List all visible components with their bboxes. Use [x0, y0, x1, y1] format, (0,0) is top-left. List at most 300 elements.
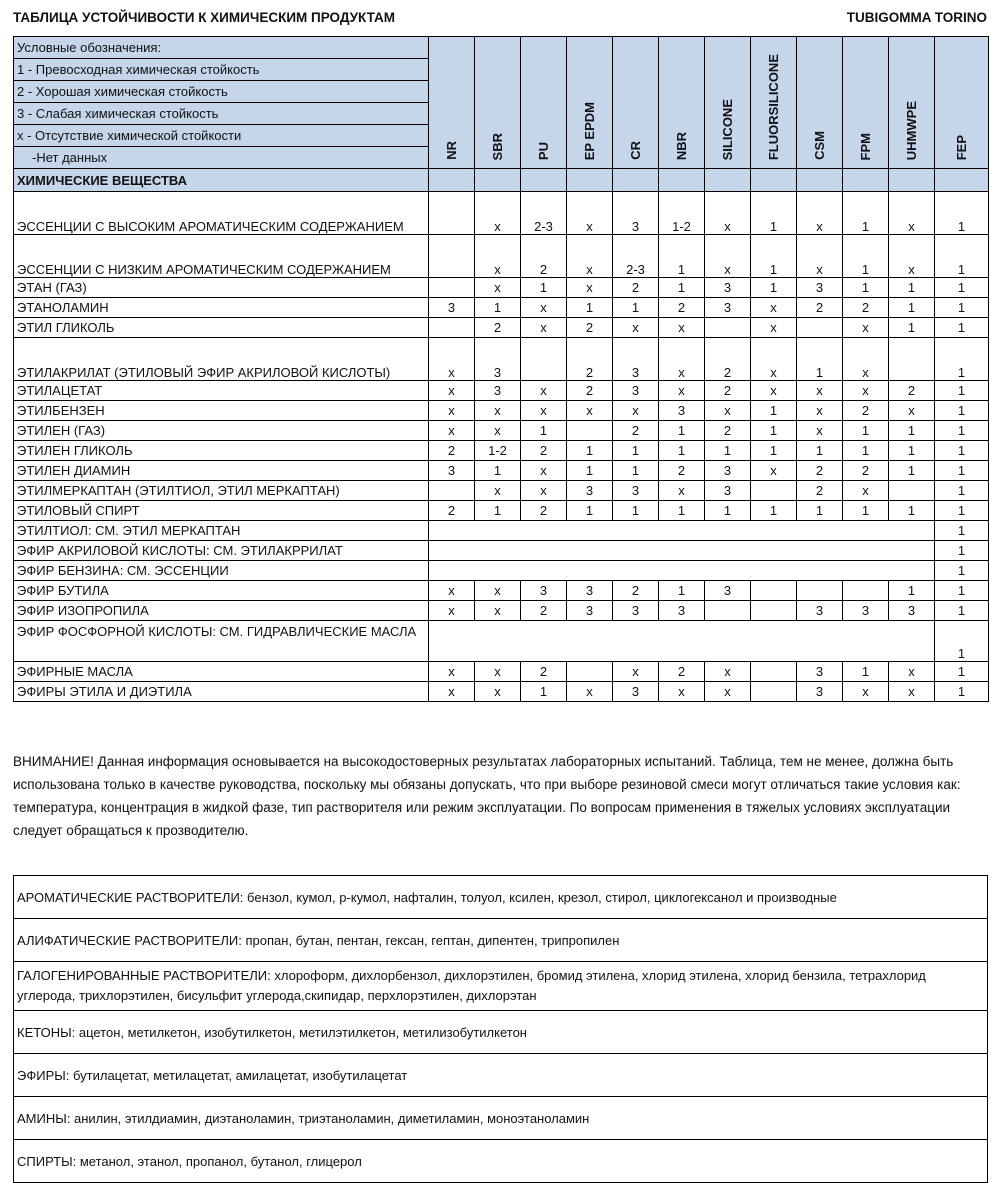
rating-cell: x: [797, 421, 843, 441]
rating-cell: [751, 682, 797, 702]
rating-cell: x: [843, 338, 889, 381]
rating-cell: x: [659, 481, 705, 501]
section-cell: [889, 169, 935, 192]
material-label: PU: [536, 141, 551, 160]
legend-line: 2 - Хорошая химическая стойкость: [14, 81, 429, 103]
rating-cell: 2: [475, 318, 521, 338]
rating-cell: 2-3: [521, 192, 567, 235]
rating-cell: 1: [521, 421, 567, 441]
rating-cell: 1: [751, 235, 797, 278]
material-label: SILICONE: [720, 98, 735, 160]
rating-cell: x: [521, 298, 567, 318]
rating-cell: 1: [843, 235, 889, 278]
rating-cell: x: [797, 235, 843, 278]
rating-cell: 1: [889, 421, 935, 441]
table-row: [14, 441, 989, 461]
rating-cell: 2: [613, 581, 659, 601]
rating-cell: 3: [705, 581, 751, 601]
material-label: SBR: [490, 132, 505, 160]
chemical-name: ЭТИЛОВЫЙ СПИРТ: [14, 501, 429, 521]
rating-cell: x: [797, 192, 843, 235]
section-cell: [843, 169, 889, 192]
material-label: FPM: [858, 132, 873, 160]
rating-cell: x: [429, 601, 475, 621]
legend-line: 3 - Слабая химическая стойкость: [14, 103, 429, 125]
rating-cell: 3: [705, 481, 751, 501]
solvent-group-row: [14, 919, 988, 962]
rating-cell: 1: [935, 381, 989, 401]
rating-cell: 1: [935, 501, 989, 521]
material-header: [429, 37, 475, 169]
rating-cell: [429, 318, 475, 338]
solvent-group-text: ацетон, метилкетон, изобутилкетон, метилэтилкетон, метилизобутилкетон: [75, 1024, 527, 1040]
rating-cell: 3: [613, 338, 659, 381]
rating-cell: 1-2: [475, 441, 521, 461]
rating-cell: 1: [889, 441, 935, 461]
section-cell: [935, 169, 989, 192]
rating-cell: 3: [613, 192, 659, 235]
merged-empty-cell: [429, 541, 935, 561]
rating-cell: 3: [659, 401, 705, 421]
solvent-group-text: метанол, этанол, пропанол, бутанол, глицерол: [76, 1153, 362, 1169]
table-row: [14, 318, 989, 338]
material-label: UHMWPE: [904, 100, 919, 160]
rating-cell: 2: [567, 381, 613, 401]
rating-cell: 2: [843, 401, 889, 421]
rating-cell: x: [797, 401, 843, 421]
table-row: [14, 401, 989, 421]
chemical-name: ЭССЕНЦИИ С НИЗКИМ АРОМАТИЧЕСКИМ СОДЕРЖАНИЕМ: [14, 235, 429, 278]
rating-cell: 1: [935, 192, 989, 235]
rating-cell: x: [429, 421, 475, 441]
rating-cell: 1: [935, 682, 989, 702]
rating-cell: 2: [521, 662, 567, 682]
merged-empty-cell: [429, 621, 935, 662]
rating-cell: 1: [889, 318, 935, 338]
rating-cell: 1: [843, 421, 889, 441]
table-row: [14, 662, 989, 682]
rating-cell: x: [613, 318, 659, 338]
rating-cell: x: [567, 278, 613, 298]
solvent-group-label: СПИРТЫ:: [17, 1153, 77, 1169]
chemical-name: ЭФИРНЫЕ МАСЛА: [14, 662, 429, 682]
chemical-name: ЭТАНОЛАМИН: [14, 298, 429, 318]
rating-cell: 1: [521, 278, 567, 298]
rating-cell: 1: [889, 298, 935, 318]
rating-cell: x: [843, 481, 889, 501]
rating-cell: 1: [567, 501, 613, 521]
material-header: [751, 37, 797, 169]
rating-cell: [567, 662, 613, 682]
rating-cell: 3: [659, 601, 705, 621]
table-row: [14, 421, 989, 441]
rating-cell: 1: [935, 662, 989, 682]
rating-cell: x: [521, 401, 567, 421]
rating-cell: 3: [889, 601, 935, 621]
rating-cell: 1: [935, 421, 989, 441]
material-header: [797, 37, 843, 169]
legend-line: -Нет данных: [14, 147, 429, 169]
rating-cell: 1: [751, 401, 797, 421]
rating-cell: 3: [797, 601, 843, 621]
section-cell: [613, 169, 659, 192]
rating-cell: 1: [751, 501, 797, 521]
rating-cell: [521, 338, 567, 381]
chemical-name: ЭТИЛЕН ГЛИКОЛЬ: [14, 441, 429, 461]
solvent-group-text: анилин, этилдиамин, диэтаноламин, триэтаноламин, диметиламин, моноэтаноламин: [70, 1110, 590, 1126]
rating-cell: 1: [659, 501, 705, 521]
section-cell: [475, 169, 521, 192]
material-label: FLUORSILICONE: [766, 53, 781, 160]
rating-cell: 3: [475, 338, 521, 381]
rating-cell: x: [475, 662, 521, 682]
rating-cell: [705, 318, 751, 338]
rating-cell: 2: [659, 298, 705, 318]
material-header: [521, 37, 567, 169]
solvent-group-label: ЭФИРЫ:: [17, 1067, 70, 1083]
solvent-group-label: АРОМАТИЧЕСКИЕ РАСТВОРИТЕЛИ:: [17, 889, 244, 905]
rating-cell: 3: [613, 481, 659, 501]
rating-cell: 1: [475, 501, 521, 521]
rating-cell: 1: [567, 441, 613, 461]
chemical-name: ЭТИЛМЕРКАПТАН (ЭТИЛТИОЛ, ЭТИЛ МЕРКАПТАН): [14, 481, 429, 501]
rating-cell: 2: [613, 278, 659, 298]
chemical-name: ЭТИЛ ГЛИКОЛЬ: [14, 318, 429, 338]
rating-cell: x: [889, 235, 935, 278]
rating-cell: 1: [889, 501, 935, 521]
page-header: [13, 8, 987, 28]
table-row: [14, 561, 989, 581]
rating-cell: 1: [567, 298, 613, 318]
material-label: NR: [444, 141, 459, 160]
table-row: [14, 461, 989, 481]
rating-cell: [751, 581, 797, 601]
rating-cell: 1: [521, 682, 567, 702]
rating-cell: 2: [521, 501, 567, 521]
rating-cell: x: [429, 381, 475, 401]
rating-cell: x: [567, 401, 613, 421]
rating-cell: 3: [705, 461, 751, 481]
rating-cell: 2: [521, 441, 567, 461]
rating-cell: [751, 601, 797, 621]
chemical-name: ЭТИЛЕН ДИАМИН: [14, 461, 429, 481]
rating-cell: x: [843, 381, 889, 401]
rating-cell: x: [843, 318, 889, 338]
rating-cell: x: [659, 682, 705, 702]
solvent-group-row: [14, 1011, 988, 1054]
solvent-group-cell: [14, 876, 988, 919]
rating-cell: 2-3: [613, 235, 659, 278]
rating-cell: 2: [843, 298, 889, 318]
rating-cell: x: [613, 662, 659, 682]
material-label: EP EPDM: [582, 101, 597, 160]
rating-cell: [889, 338, 935, 381]
rating-cell: 1: [843, 278, 889, 298]
rating-cell: 1: [659, 581, 705, 601]
rating-cell: [429, 235, 475, 278]
material-header: [567, 37, 613, 169]
solvent-group-row: [14, 1140, 988, 1183]
table-row: [14, 601, 989, 621]
material-label: FEP: [954, 134, 969, 160]
rating-cell: x: [613, 401, 659, 421]
rating-cell: 1: [935, 278, 989, 298]
rating-cell: x: [843, 682, 889, 702]
rating-cell: x: [751, 461, 797, 481]
section-title: ХИМИЧЕСКИЕ ВЕЩЕСТВА: [14, 169, 429, 192]
rating-cell: x: [429, 662, 475, 682]
rating-cell: 1: [613, 441, 659, 461]
rating-cell: 1: [889, 278, 935, 298]
rating-cell: 3: [705, 298, 751, 318]
rating-cell: x: [751, 381, 797, 401]
rating-cell: 3: [843, 601, 889, 621]
solvent-group-label: ГАЛОГЕНИРОВАННЫЕ РАСТВОРИТЕЛИ:: [17, 968, 271, 983]
rating-cell: x: [889, 192, 935, 235]
chemical-name: ЭТИЛТИОЛ: СМ. ЭТИЛ МЕРКАПТАН: [14, 521, 429, 541]
rating-cell: 2: [567, 318, 613, 338]
material-header: [613, 37, 659, 169]
rating-cell: [889, 481, 935, 501]
rating-cell: [751, 662, 797, 682]
rating-cell: x: [705, 682, 751, 702]
rating-cell: x: [889, 401, 935, 421]
rating-cell: 3: [567, 581, 613, 601]
solvent-group-row: [14, 1097, 988, 1140]
solvent-groups-table: [13, 875, 988, 1183]
solvent-group-row: [14, 1054, 988, 1097]
rating-cell: 2: [429, 501, 475, 521]
rating-cell: 2: [705, 338, 751, 381]
rating-cell: x: [475, 682, 521, 702]
solvent-group-text: бутилацетат, метилацетат, амилацетат, изобутилацетат: [69, 1067, 408, 1083]
rating-cell: x: [659, 381, 705, 401]
rating-cell: 2: [889, 381, 935, 401]
rating-cell: x: [567, 192, 613, 235]
rating-cell: 1: [843, 192, 889, 235]
section-row: [14, 169, 989, 192]
section-cell: [521, 169, 567, 192]
table-row: [14, 235, 989, 278]
table-row: [14, 481, 989, 501]
rating-cell: 3: [567, 601, 613, 621]
rating-cell: [429, 192, 475, 235]
chemical-name: ЭФИРЫ ЭТИЛА И ДИЭТИЛА: [14, 682, 429, 702]
rating-cell: 1: [659, 278, 705, 298]
rating-cell: 1: [613, 298, 659, 318]
solvent-group-text: пропан, бутан, пентан, гексан, гептан, дипентен, трипропилен: [241, 932, 620, 948]
material-header: [659, 37, 705, 169]
chemical-name: ЭФИР ФОСФОРНОЙ КИСЛОТЫ: СМ. ГИДРАВЛИЧЕСКИЕ МАСЛА: [14, 621, 429, 662]
rating-cell: 1: [797, 338, 843, 381]
solvent-group-cell: [14, 1054, 988, 1097]
chemical-name: ЭФИР ИЗОПРОПИЛА: [14, 601, 429, 621]
material-header: [705, 37, 751, 169]
solvent-group-label: АЛИФАТИЧЕСКИЕ РАСТВОРИТЕЛИ:: [17, 932, 242, 948]
rating-cell: 1: [659, 421, 705, 441]
rating-cell: 3: [429, 461, 475, 481]
rating-cell: x: [659, 318, 705, 338]
rating-cell: 2: [797, 481, 843, 501]
chemical-name: ЭФИР БУТИЛА: [14, 581, 429, 601]
rating-cell: 1: [935, 441, 989, 461]
rating-cell: x: [705, 235, 751, 278]
table-row: [14, 192, 989, 235]
rating-cell: 1: [843, 501, 889, 521]
rating-cell: 1: [751, 278, 797, 298]
chemical-name: ЭТИЛАКРИЛАТ (ЭТИЛОВЫЙ ЭФИР АКРИЛОВОЙ КИСЛОТЫ): [14, 338, 429, 381]
rating-cell: [843, 581, 889, 601]
rating-cell: 1: [935, 581, 989, 601]
disclaimer-note: ВНИМАНИЕ! Данная информация основывается на высокодостоверных результатах лабораторных испытаний. Таблица, тем не менее, должна быть использована только в качестве руководства, поскольку мы обязаны допускать, что при выборе резиновой смеси могут отличаться такие условия как: температура, концентрация в жидкой фазе, тип растворителя или режим эксплуатации. По вопросам применения в тяжелых условиях эксплуатации следует обращаться к прозводителю.: [13, 754, 961, 838]
rating-cell: 1: [889, 581, 935, 601]
solvent-group-text: хлороформ, дихлорбензол, дихлорэтилен, бромид этилена, хлорид этилена, хлорид бензила, тетрахлорид углерода, трихлорэтилен, бисульфит углерода,скипидар, перхлорэтилен, дихлорэтан: [17, 968, 926, 1003]
rating-cell: x: [429, 682, 475, 702]
rating-cell: 2: [705, 381, 751, 401]
rating-cell: [797, 581, 843, 601]
rating-cell: x: [521, 381, 567, 401]
resistance-table: [13, 36, 989, 702]
rating-cell: x: [889, 662, 935, 682]
rating-cell: 2: [797, 298, 843, 318]
legend-line: 1 - Превосходная химическая стойкость: [14, 59, 429, 81]
rating-cell: [429, 278, 475, 298]
rating-cell: x: [475, 278, 521, 298]
rating-cell: x: [521, 461, 567, 481]
rating-cell: x: [521, 318, 567, 338]
section-cell: [797, 169, 843, 192]
rating-cell: 2: [659, 461, 705, 481]
chemical-name: ЭТАН (ГАЗ): [14, 278, 429, 298]
rating-cell: 3: [613, 601, 659, 621]
rating-cell: 2: [521, 235, 567, 278]
rating-cell: 1: [751, 441, 797, 461]
section-cell: [429, 169, 475, 192]
chemical-name: ЭФИР БЕНЗИНА: СМ. ЭССЕНЦИИ: [14, 561, 429, 581]
table-row: [14, 298, 989, 318]
rating-cell: [429, 481, 475, 501]
rating-cell: 1: [751, 192, 797, 235]
table-row: [14, 381, 989, 401]
solvent-group-label: АМИНЫ:: [17, 1110, 71, 1126]
rating-cell: 1: [935, 235, 989, 278]
rating-cell: 1: [889, 461, 935, 481]
rating-cell: 3: [613, 682, 659, 702]
rating-cell: 1: [935, 318, 989, 338]
rating-cell: x: [475, 401, 521, 421]
rating-cell: x: [475, 481, 521, 501]
rating-cell: 3: [797, 278, 843, 298]
rating-cell: 1: [797, 441, 843, 461]
rating-cell: 2: [843, 461, 889, 481]
table-row: [14, 541, 989, 561]
rating-cell: 1: [751, 421, 797, 441]
rating-cell: 1: [613, 461, 659, 481]
rating-cell: 1: [613, 501, 659, 521]
section-cell: [705, 169, 751, 192]
rating-cell: 1: [475, 461, 521, 481]
solvent-group-label: КЕТОНЫ:: [17, 1024, 76, 1040]
solvent-group-row: [14, 962, 988, 1011]
rating-cell: x: [751, 318, 797, 338]
rating-cell: 1: [797, 501, 843, 521]
rating-cell: 1-2: [659, 192, 705, 235]
rating-cell: x: [797, 381, 843, 401]
rating-cell: 2: [613, 421, 659, 441]
material-header: [889, 37, 935, 169]
rating-cell: x: [475, 421, 521, 441]
rating-cell: x: [705, 401, 751, 421]
rating-cell: x: [475, 601, 521, 621]
rating-cell: 3: [521, 581, 567, 601]
table-row: [14, 581, 989, 601]
material-header: [935, 37, 989, 169]
chemical-name: ЭТИЛЕН (ГАЗ): [14, 421, 429, 441]
chemical-name: ЭТИЛАЦЕТАТ: [14, 381, 429, 401]
rating-cell: x: [429, 401, 475, 421]
rating-cell: 2: [705, 421, 751, 441]
rating-cell: x: [659, 338, 705, 381]
material-label: CR: [628, 141, 643, 160]
rating-cell: x: [705, 662, 751, 682]
brand-name: TUBIGOMMA TORINO: [846, 10, 987, 25]
rating-cell: x: [475, 581, 521, 601]
table-row: [14, 278, 989, 298]
material-header: [843, 37, 889, 169]
rating-cell: 3: [797, 682, 843, 702]
rating-cell: 1: [935, 338, 989, 381]
solvent-group-cell: [14, 962, 988, 1011]
rating-cell: x: [429, 581, 475, 601]
table-row: [14, 338, 989, 381]
rating-cell: x: [751, 298, 797, 318]
solvent-group-cell: [14, 1097, 988, 1140]
rating-cell: x: [521, 481, 567, 501]
rating-cell: 1: [705, 441, 751, 461]
rating-cell: 2: [797, 461, 843, 481]
table-row: [14, 521, 989, 541]
rating-cell: 1: [843, 662, 889, 682]
rating-cell: 1: [843, 441, 889, 461]
rating-cell: 2: [567, 338, 613, 381]
rating-cell: 3: [429, 298, 475, 318]
rating-cell: 1: [935, 601, 989, 621]
rating-cell: 3: [613, 381, 659, 401]
rating-cell: x: [889, 682, 935, 702]
rating-cell: 1: [705, 501, 751, 521]
rating-cell: x: [475, 235, 521, 278]
rating-cell: 2: [659, 662, 705, 682]
rating-cell: 3: [475, 381, 521, 401]
page-title: ТАБЛИЦА УСТОЙЧИВОСТИ К ХИМИЧЕСКИМ ПРОДУКТАМ: [13, 10, 396, 25]
rating-cell: x: [705, 192, 751, 235]
merged-empty-cell: [429, 561, 935, 581]
solvent-group-cell: [14, 1011, 988, 1054]
rating-cell: 2: [429, 441, 475, 461]
rating-cell: 1: [659, 441, 705, 461]
table-row: [14, 621, 989, 662]
rating-cell: 1: [935, 521, 989, 541]
rating-cell: 3: [797, 662, 843, 682]
rating-cell: x: [475, 192, 521, 235]
legend-row: [14, 37, 989, 59]
section-cell: [567, 169, 613, 192]
chemical-name: ЭФИР АКРИЛОВОЙ КИСЛОТЫ: СМ. ЭТИЛАКРРИЛАТ: [14, 541, 429, 561]
chemical-name: ЭТИЛБЕНЗЕН: [14, 401, 429, 421]
rating-cell: 1: [935, 298, 989, 318]
material-label: CSM: [812, 131, 827, 160]
rating-cell: 1: [935, 621, 989, 662]
